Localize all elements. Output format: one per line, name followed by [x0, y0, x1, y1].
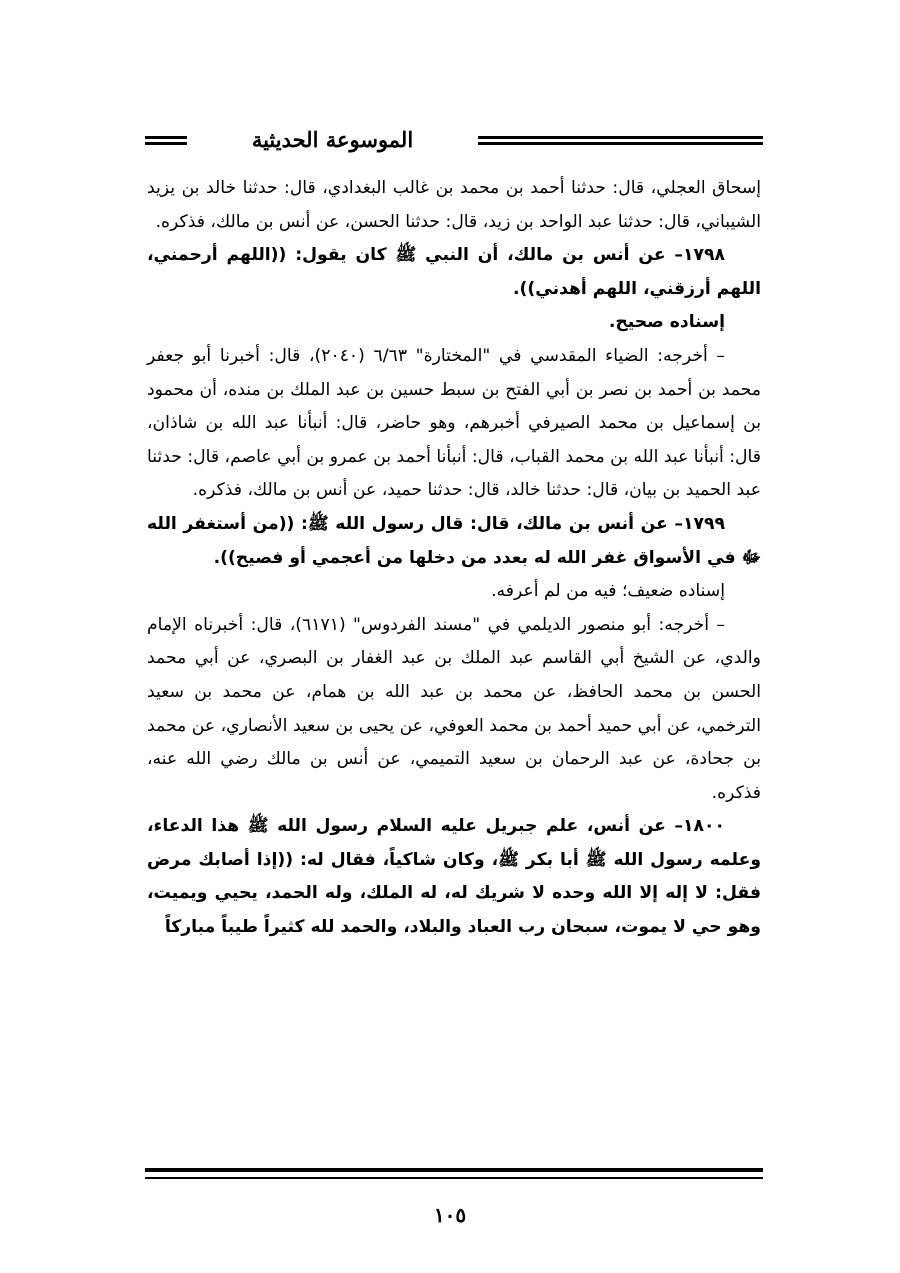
hadith-1798: ١٧٩٨– عن أنس بن مالك، أن النبي ﷺ كان يقول: ((اللهم أرحمني، اللهم أرزقني، اللهم أهدني)). — [147, 245, 761, 299]
footer-rule — [145, 1168, 763, 1179]
takhrij-1799: – أخرجه: أبو منصور الديلمي في "مسند الفردوس" (٦١٧١)، قال: أخبرناه الإمام والدي، عن الشيخ أبي القاسم عبد الملك بن عبد الغفار بن البصري، عن أبي محمد الحسن بن محمد الحافظ، عن محمد بن عبد الله بن همام، عن محمد بن سعيد الترخمي، عن أبي حميد أحمد بن محمد العوفي، عن يحيى بن سعيد الأنصاري، عن محمد بن جحادة، عن عبد الرحمان بن سعيد التميمي، عن أنس بن مالك رضي الله عنه، فذكره. — [147, 614, 761, 803]
hadith-1800: ١٨٠٠– عن أنس، علم جبريل عليه السلام رسول الله ﷺ هذا الدعاء، وعلمه رسول الله ﷺ أبا بكر ﷺ، وكان شاكياً، فقال له: ((إذا أصابك مرض فقل: لا إله إلا الله وحده لا شريك له، له الملك، وله الحمد، يحيي ويميت، وهو حي لا يموت، سبحان رب العباد والبلاد، والحمد لله كثيراً طيباً مباركاً — [147, 816, 761, 938]
header-rule-left — [145, 136, 187, 145]
paragraph-continuation: إسحاق العجلي، قال: حدثنا أحمد بن محمد بن غالب البغدادي، قال: حدثنا خالد بن يزيد الشيباني، قال: حدثنا عبد الواحد بن زيد، قال: حدثنا الحسن، عن أنس بن مالك، فذكره. — [147, 178, 761, 232]
isnad-grade-1799: إسناده ضعيف؛ فيه من لم أعرفه. — [491, 581, 725, 602]
isnad-grade-1798: إسناده صحيح. — [608, 312, 725, 333]
page-title: الموسوعة الحديثية — [251, 127, 414, 152]
page-number: ١٠٥ — [433, 1203, 467, 1227]
hadith-1799: ١٧٩٩– عن أنس بن مالك، قال: قال رسول الله ﷺ: ((من أستغفر الله ﷻ في الأسواق غفر الله له بعدد من دخلها من أعجمي أو فصيح)). — [147, 513, 761, 568]
takhrij-1798: – أخرجه: الضياء المقدسي في "المختارة" ٦/٦٣ (٢٠٤٠)، قال: أخبرنا أبو جعفر محمد بن أحمد بن نصر بن أبي الفتح بن سبط حسين بن عبد الملك بن منده، أن محمود بن إسماعيل بن محمد الصيرفي أخبرهم، وهو حاضر، قال: أنبأنا عبد الله بن شاذان، قال: أنبأنا عبد الله بن محمد القباب، قال: أنبأنا أحمد بن عمرو بن أبي عاصم، قال: حدثنا عبد الحميد بن بيان، قال: حدثنا خالد، قال: حدثنا حميد، عن أنس بن مالك، فذكره. — [147, 345, 761, 501]
header-rule-right — [478, 136, 763, 145]
page-body — [147, 172, 761, 945]
running-header — [145, 120, 763, 164]
